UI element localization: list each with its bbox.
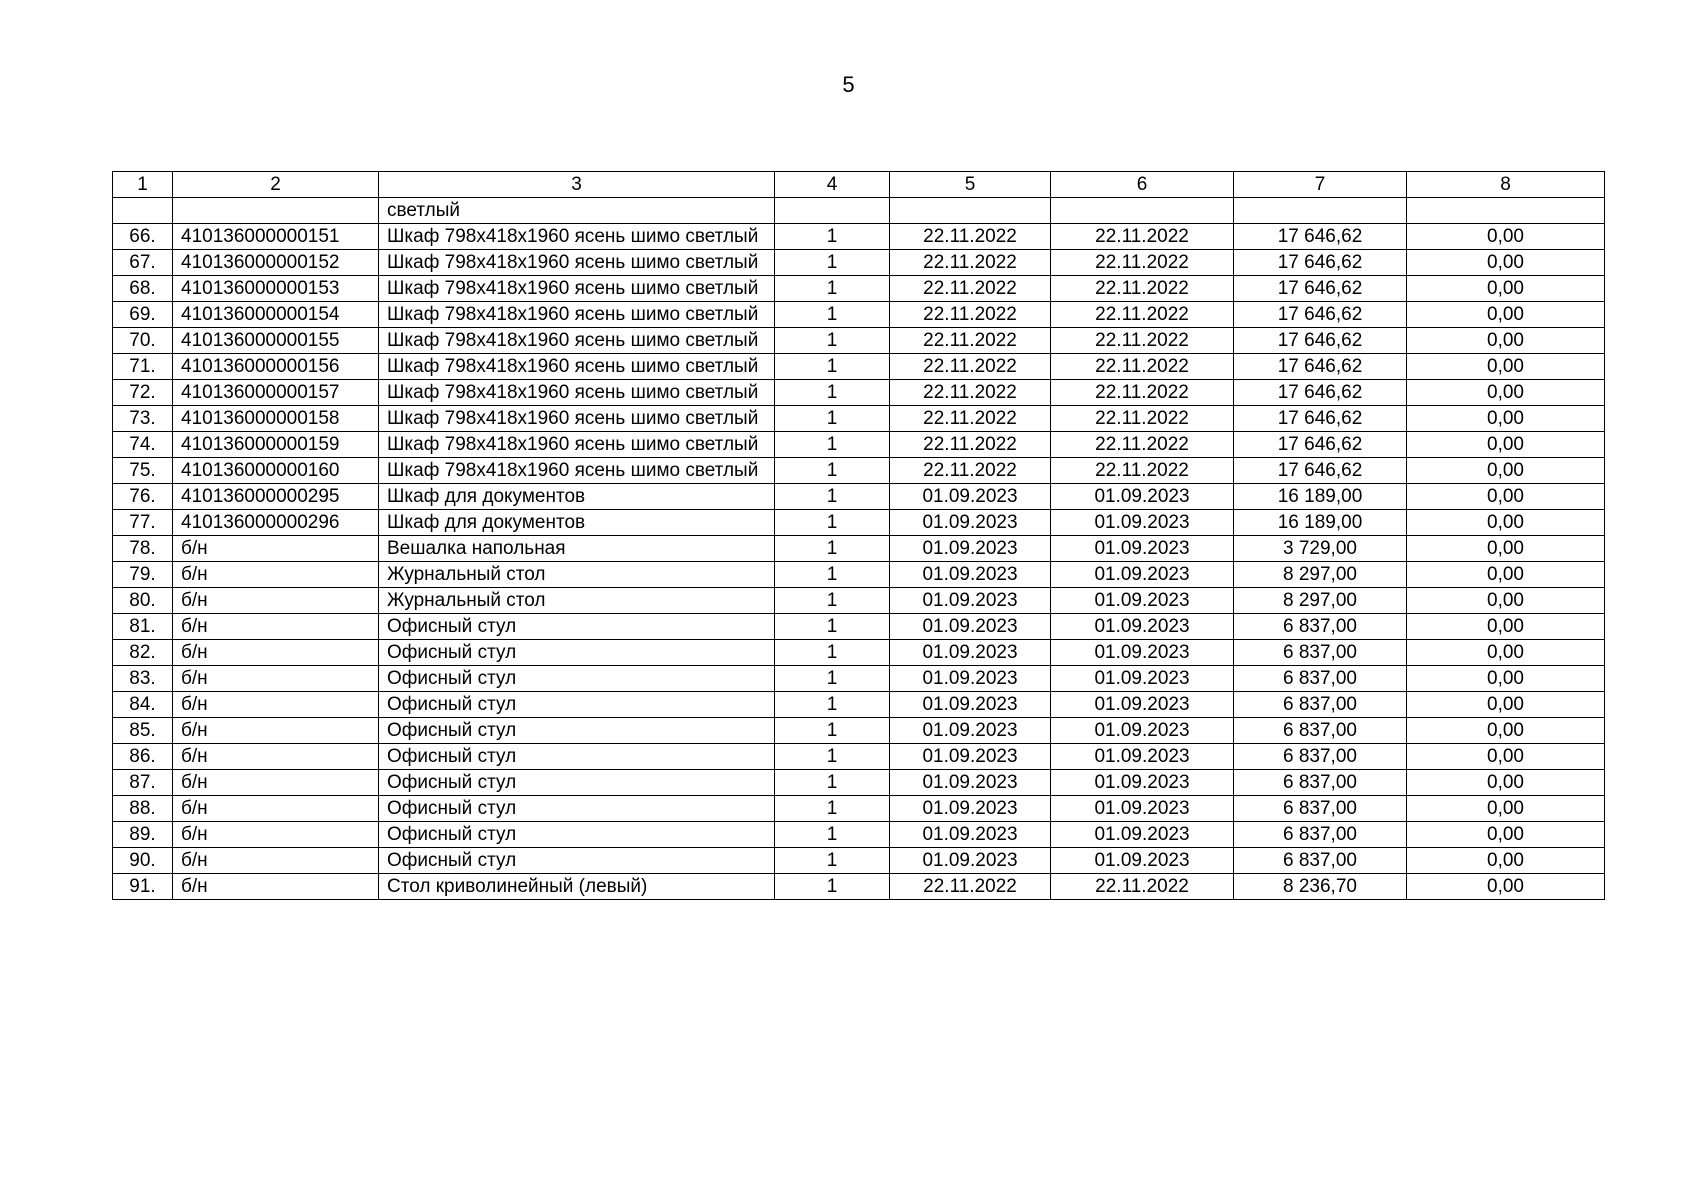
quantity-cell: 1: [775, 380, 890, 406]
cost-cell: 6 837,00: [1234, 822, 1407, 848]
inventory-number-cell: 410136000000155: [173, 328, 379, 354]
table-row: [113, 406, 1605, 432]
quantity-cell: 1: [775, 692, 890, 718]
date-cell: 01.09.2023: [890, 770, 1051, 796]
cost-cell: 17 646,62: [1234, 302, 1407, 328]
date-cell: 01.09.2023: [890, 718, 1051, 744]
table-row: [113, 484, 1605, 510]
date-cell: 01.09.2023: [890, 796, 1051, 822]
row-number-cell: 81.: [113, 614, 173, 640]
date-cell: [1051, 198, 1234, 224]
inventory-number-cell: б/н: [173, 822, 379, 848]
header-cell: 7: [1234, 172, 1407, 198]
table-row: [113, 302, 1605, 328]
item-name-cell: Шкаф 798х418х1960 ясень шимо светлый: [379, 302, 775, 328]
residual-value-cell: 0,00: [1407, 770, 1605, 796]
item-name-cell: Журнальный стол: [379, 588, 775, 614]
residual-value-cell: 0,00: [1407, 250, 1605, 276]
item-name-cell: светлый: [379, 198, 775, 224]
cost-cell: 6 837,00: [1234, 640, 1407, 666]
item-name-cell: Шкаф 798х418х1960 ясень шимо светлый: [379, 328, 775, 354]
item-name-cell: Офисный стул: [379, 692, 775, 718]
inventory-number-cell: б/н: [173, 692, 379, 718]
row-number-cell: 83.: [113, 666, 173, 692]
row-number-cell: 84.: [113, 692, 173, 718]
cost-cell: 17 646,62: [1234, 458, 1407, 484]
row-number-cell: 68.: [113, 276, 173, 302]
item-name-cell: Шкаф 798х418х1960 ясень шимо светлый: [379, 276, 775, 302]
item-name-cell: Офисный стул: [379, 770, 775, 796]
quantity-cell: 1: [775, 302, 890, 328]
date-cell: [890, 198, 1051, 224]
date-cell: 01.09.2023: [1051, 588, 1234, 614]
table-row: [113, 354, 1605, 380]
inventory-number-cell: б/н: [173, 614, 379, 640]
quantity-cell: 1: [775, 250, 890, 276]
row-number-cell: 74.: [113, 432, 173, 458]
item-name-cell: Офисный стул: [379, 822, 775, 848]
row-number-cell: 88.: [113, 796, 173, 822]
cost-cell: 16 189,00: [1234, 510, 1407, 536]
date-cell: 22.11.2022: [890, 380, 1051, 406]
date-cell: 22.11.2022: [890, 224, 1051, 250]
row-number-cell: 71.: [113, 354, 173, 380]
inventory-table: [112, 171, 1605, 900]
cost-cell: 3 729,00: [1234, 536, 1407, 562]
row-number-cell: 75.: [113, 458, 173, 484]
table-row: [113, 822, 1605, 848]
cost-cell: 16 189,00: [1234, 484, 1407, 510]
date-cell: 01.09.2023: [1051, 536, 1234, 562]
cost-cell: 6 837,00: [1234, 744, 1407, 770]
row-number-cell: 77.: [113, 510, 173, 536]
cost-cell: 17 646,62: [1234, 432, 1407, 458]
cost-cell: 17 646,62: [1234, 328, 1407, 354]
row-number-cell: 85.: [113, 718, 173, 744]
table-row: [113, 848, 1605, 874]
cost-cell: 6 837,00: [1234, 692, 1407, 718]
inventory-number-cell: б/н: [173, 666, 379, 692]
header-row: [113, 172, 1605, 198]
cost-cell: 6 837,00: [1234, 614, 1407, 640]
row-number-cell: 73.: [113, 406, 173, 432]
quantity-cell: 1: [775, 770, 890, 796]
date-cell: 01.09.2023: [890, 614, 1051, 640]
date-cell: 01.09.2023: [890, 510, 1051, 536]
cost-cell: 17 646,62: [1234, 380, 1407, 406]
quantity-cell: 1: [775, 796, 890, 822]
residual-value-cell: 0,00: [1407, 406, 1605, 432]
cost-cell: 17 646,62: [1234, 250, 1407, 276]
date-cell: 22.11.2022: [1051, 276, 1234, 302]
item-name-cell: Шкаф для документов: [379, 484, 775, 510]
inventory-number-cell: 410136000000158: [173, 406, 379, 432]
quantity-cell: 1: [775, 354, 890, 380]
date-cell: 22.11.2022: [1051, 354, 1234, 380]
row-number-cell: 87.: [113, 770, 173, 796]
table-row: [113, 874, 1605, 900]
residual-value-cell: 0,00: [1407, 458, 1605, 484]
date-cell: 01.09.2023: [890, 588, 1051, 614]
row-number-cell: 67.: [113, 250, 173, 276]
row-number-cell: 80.: [113, 588, 173, 614]
residual-value-cell: 0,00: [1407, 562, 1605, 588]
date-cell: 01.09.2023: [1051, 796, 1234, 822]
header-cell: 3: [379, 172, 775, 198]
inventory-number-cell: б/н: [173, 718, 379, 744]
date-cell: 01.09.2023: [1051, 484, 1234, 510]
inventory-number-cell: б/н: [173, 536, 379, 562]
item-name-cell: Шкаф 798х418х1960 ясень шимо светлый: [379, 458, 775, 484]
row-number-cell: 90.: [113, 848, 173, 874]
date-cell: 01.09.2023: [890, 536, 1051, 562]
item-name-cell: Шкаф 798х418х1960 ясень шимо светлый: [379, 432, 775, 458]
date-cell: 22.11.2022: [890, 432, 1051, 458]
table-row: [113, 666, 1605, 692]
residual-value-cell: 0,00: [1407, 536, 1605, 562]
residual-value-cell: 0,00: [1407, 640, 1605, 666]
date-cell: 22.11.2022: [1051, 458, 1234, 484]
quantity-cell: 1: [775, 406, 890, 432]
header-cell: 5: [890, 172, 1051, 198]
date-cell: 01.09.2023: [1051, 692, 1234, 718]
table-row: [113, 250, 1605, 276]
header-cell: 6: [1051, 172, 1234, 198]
item-name-cell: Офисный стул: [379, 614, 775, 640]
residual-value-cell: 0,00: [1407, 822, 1605, 848]
date-cell: 01.09.2023: [1051, 718, 1234, 744]
table-row: [113, 796, 1605, 822]
inventory-number-cell: б/н: [173, 796, 379, 822]
date-cell: 01.09.2023: [890, 484, 1051, 510]
quantity-cell: 1: [775, 224, 890, 250]
item-name-cell: Вешалка напольная: [379, 536, 775, 562]
table-row: [113, 510, 1605, 536]
quantity-cell: 1: [775, 666, 890, 692]
table-row: [113, 770, 1605, 796]
date-cell: 22.11.2022: [890, 328, 1051, 354]
item-name-cell: Шкаф 798х418х1960 ясень шимо светлый: [379, 250, 775, 276]
inventory-number-cell: 410136000000151: [173, 224, 379, 250]
quantity-cell: [775, 198, 890, 224]
date-cell: 01.09.2023: [1051, 822, 1234, 848]
residual-value-cell: 0,00: [1407, 848, 1605, 874]
inventory-number-cell: 410136000000296: [173, 510, 379, 536]
inventory-number-cell: б/н: [173, 562, 379, 588]
date-cell: 01.09.2023: [1051, 744, 1234, 770]
date-cell: 01.09.2023: [1051, 666, 1234, 692]
row-number-cell: 72.: [113, 380, 173, 406]
residual-value-cell: 0,00: [1407, 718, 1605, 744]
quantity-cell: 1: [775, 536, 890, 562]
item-name-cell: Шкаф 798х418х1960 ясень шимо светлый: [379, 380, 775, 406]
item-name-cell: Офисный стул: [379, 848, 775, 874]
row-number-cell: [113, 198, 173, 224]
cost-cell: 6 837,00: [1234, 796, 1407, 822]
table-row: [113, 692, 1605, 718]
quantity-cell: 1: [775, 614, 890, 640]
date-cell: 22.11.2022: [1051, 250, 1234, 276]
cost-cell: 6 837,00: [1234, 718, 1407, 744]
header-cell: 8: [1407, 172, 1605, 198]
row-number-cell: 76.: [113, 484, 173, 510]
quantity-cell: 1: [775, 822, 890, 848]
date-cell: 01.09.2023: [1051, 510, 1234, 536]
quantity-cell: 1: [775, 640, 890, 666]
residual-value-cell: 0,00: [1407, 744, 1605, 770]
quantity-cell: 1: [775, 588, 890, 614]
table-row: [113, 432, 1605, 458]
date-cell: 01.09.2023: [1051, 640, 1234, 666]
inventory-number-cell: 410136000000159: [173, 432, 379, 458]
date-cell: 22.11.2022: [890, 354, 1051, 380]
item-name-cell: Офисный стул: [379, 718, 775, 744]
quantity-cell: 1: [775, 432, 890, 458]
inventory-number-cell: 410136000000154: [173, 302, 379, 328]
quantity-cell: 1: [775, 874, 890, 900]
row-number-cell: 89.: [113, 822, 173, 848]
row-number-cell: 82.: [113, 640, 173, 666]
inventory-number-cell: 410136000000157: [173, 380, 379, 406]
quantity-cell: 1: [775, 484, 890, 510]
inventory-number-cell: б/н: [173, 588, 379, 614]
date-cell: 01.09.2023: [1051, 770, 1234, 796]
inventory-number-cell: [173, 198, 379, 224]
cost-cell: 17 646,62: [1234, 406, 1407, 432]
inventory-number-cell: 410136000000152: [173, 250, 379, 276]
item-name-cell: Шкаф для документов: [379, 510, 775, 536]
quantity-cell: 1: [775, 562, 890, 588]
date-cell: 01.09.2023: [890, 822, 1051, 848]
inventory-number-cell: 410136000000295: [173, 484, 379, 510]
table-row: [113, 640, 1605, 666]
inventory-number-cell: 410136000000160: [173, 458, 379, 484]
date-cell: 22.11.2022: [1051, 380, 1234, 406]
date-cell: 01.09.2023: [890, 744, 1051, 770]
residual-value-cell: 0,00: [1407, 224, 1605, 250]
residual-value-cell: 0,00: [1407, 432, 1605, 458]
cost-cell: [1234, 198, 1407, 224]
row-number-cell: 86.: [113, 744, 173, 770]
date-cell: 22.11.2022: [1051, 874, 1234, 900]
row-number-cell: 69.: [113, 302, 173, 328]
residual-value-cell: [1407, 198, 1605, 224]
inventory-number-cell: б/н: [173, 874, 379, 900]
header-cell: 4: [775, 172, 890, 198]
item-name-cell: Офисный стул: [379, 796, 775, 822]
table-row: [113, 588, 1605, 614]
item-name-cell: Шкаф 798х418х1960 ясень шимо светлый: [379, 406, 775, 432]
date-cell: 22.11.2022: [890, 302, 1051, 328]
cost-cell: 17 646,62: [1234, 224, 1407, 250]
date-cell: 22.11.2022: [890, 458, 1051, 484]
date-cell: 01.09.2023: [1051, 848, 1234, 874]
inventory-number-cell: 410136000000156: [173, 354, 379, 380]
residual-value-cell: 0,00: [1407, 380, 1605, 406]
date-cell: 22.11.2022: [890, 276, 1051, 302]
inventory-number-cell: б/н: [173, 770, 379, 796]
row-number-cell: 79.: [113, 562, 173, 588]
cost-cell: 8 297,00: [1234, 588, 1407, 614]
quantity-cell: 1: [775, 510, 890, 536]
residual-value-cell: 0,00: [1407, 614, 1605, 640]
quantity-cell: 1: [775, 458, 890, 484]
table-row: [113, 536, 1605, 562]
table-row: [113, 614, 1605, 640]
cost-cell: 17 646,62: [1234, 276, 1407, 302]
header-cell: 1: [113, 172, 173, 198]
item-name-cell: Шкаф 798х418х1960 ясень шимо светлый: [379, 354, 775, 380]
cost-cell: 8 236,70: [1234, 874, 1407, 900]
date-cell: 22.11.2022: [890, 874, 1051, 900]
table-row: [113, 328, 1605, 354]
quantity-cell: 1: [775, 328, 890, 354]
row-number-cell: 66.: [113, 224, 173, 250]
quantity-cell: 1: [775, 744, 890, 770]
row-number-cell: 91.: [113, 874, 173, 900]
date-cell: 22.11.2022: [1051, 432, 1234, 458]
table-body: [113, 172, 1605, 900]
date-cell: 22.11.2022: [890, 250, 1051, 276]
item-name-cell: Журнальный стол: [379, 562, 775, 588]
table-row: [113, 718, 1605, 744]
residual-value-cell: 0,00: [1407, 692, 1605, 718]
table-row: [113, 224, 1605, 250]
inventory-number-cell: б/н: [173, 848, 379, 874]
inventory-number-cell: б/н: [173, 744, 379, 770]
residual-value-cell: 0,00: [1407, 276, 1605, 302]
date-cell: 22.11.2022: [1051, 224, 1234, 250]
item-name-cell: Офисный стул: [379, 640, 775, 666]
item-name-cell: Стол криволинейный (левый): [379, 874, 775, 900]
date-cell: 01.09.2023: [890, 640, 1051, 666]
date-cell: 22.11.2022: [890, 406, 1051, 432]
inventory-number-cell: б/н: [173, 640, 379, 666]
residual-value-cell: 0,00: [1407, 302, 1605, 328]
cost-cell: 6 837,00: [1234, 770, 1407, 796]
cost-cell: 6 837,00: [1234, 666, 1407, 692]
date-cell: 22.11.2022: [1051, 406, 1234, 432]
residual-value-cell: 0,00: [1407, 796, 1605, 822]
cost-cell: 17 646,62: [1234, 354, 1407, 380]
row-number-cell: 78.: [113, 536, 173, 562]
item-name-cell: Шкаф 798х418х1960 ясень шимо светлый: [379, 224, 775, 250]
residual-value-cell: 0,00: [1407, 328, 1605, 354]
residual-value-cell: 0,00: [1407, 666, 1605, 692]
date-cell: 01.09.2023: [890, 848, 1051, 874]
table-row: [113, 276, 1605, 302]
quantity-cell: 1: [775, 276, 890, 302]
table-row: [113, 744, 1605, 770]
cost-cell: 8 297,00: [1234, 562, 1407, 588]
item-name-cell: Офисный стул: [379, 666, 775, 692]
residual-value-cell: 0,00: [1407, 874, 1605, 900]
date-cell: 01.09.2023: [890, 666, 1051, 692]
row-number-cell: 70.: [113, 328, 173, 354]
page-number: 5: [842, 72, 855, 97]
date-cell: 22.11.2022: [1051, 328, 1234, 354]
item-name-cell: Офисный стул: [379, 744, 775, 770]
cost-cell: 6 837,00: [1234, 848, 1407, 874]
continuation-row: [113, 198, 1605, 224]
inventory-number-cell: 410136000000153: [173, 276, 379, 302]
residual-value-cell: 0,00: [1407, 588, 1605, 614]
residual-value-cell: 0,00: [1407, 354, 1605, 380]
residual-value-cell: 0,00: [1407, 510, 1605, 536]
table-row: [113, 562, 1605, 588]
date-cell: 01.09.2023: [890, 692, 1051, 718]
table-row: [113, 458, 1605, 484]
header-cell: 2: [173, 172, 379, 198]
quantity-cell: 1: [775, 718, 890, 744]
date-cell: 01.09.2023: [1051, 562, 1234, 588]
date-cell: 01.09.2023: [890, 562, 1051, 588]
quantity-cell: 1: [775, 848, 890, 874]
date-cell: 01.09.2023: [1051, 614, 1234, 640]
date-cell: 22.11.2022: [1051, 302, 1234, 328]
residual-value-cell: 0,00: [1407, 484, 1605, 510]
table-row: [113, 380, 1605, 406]
